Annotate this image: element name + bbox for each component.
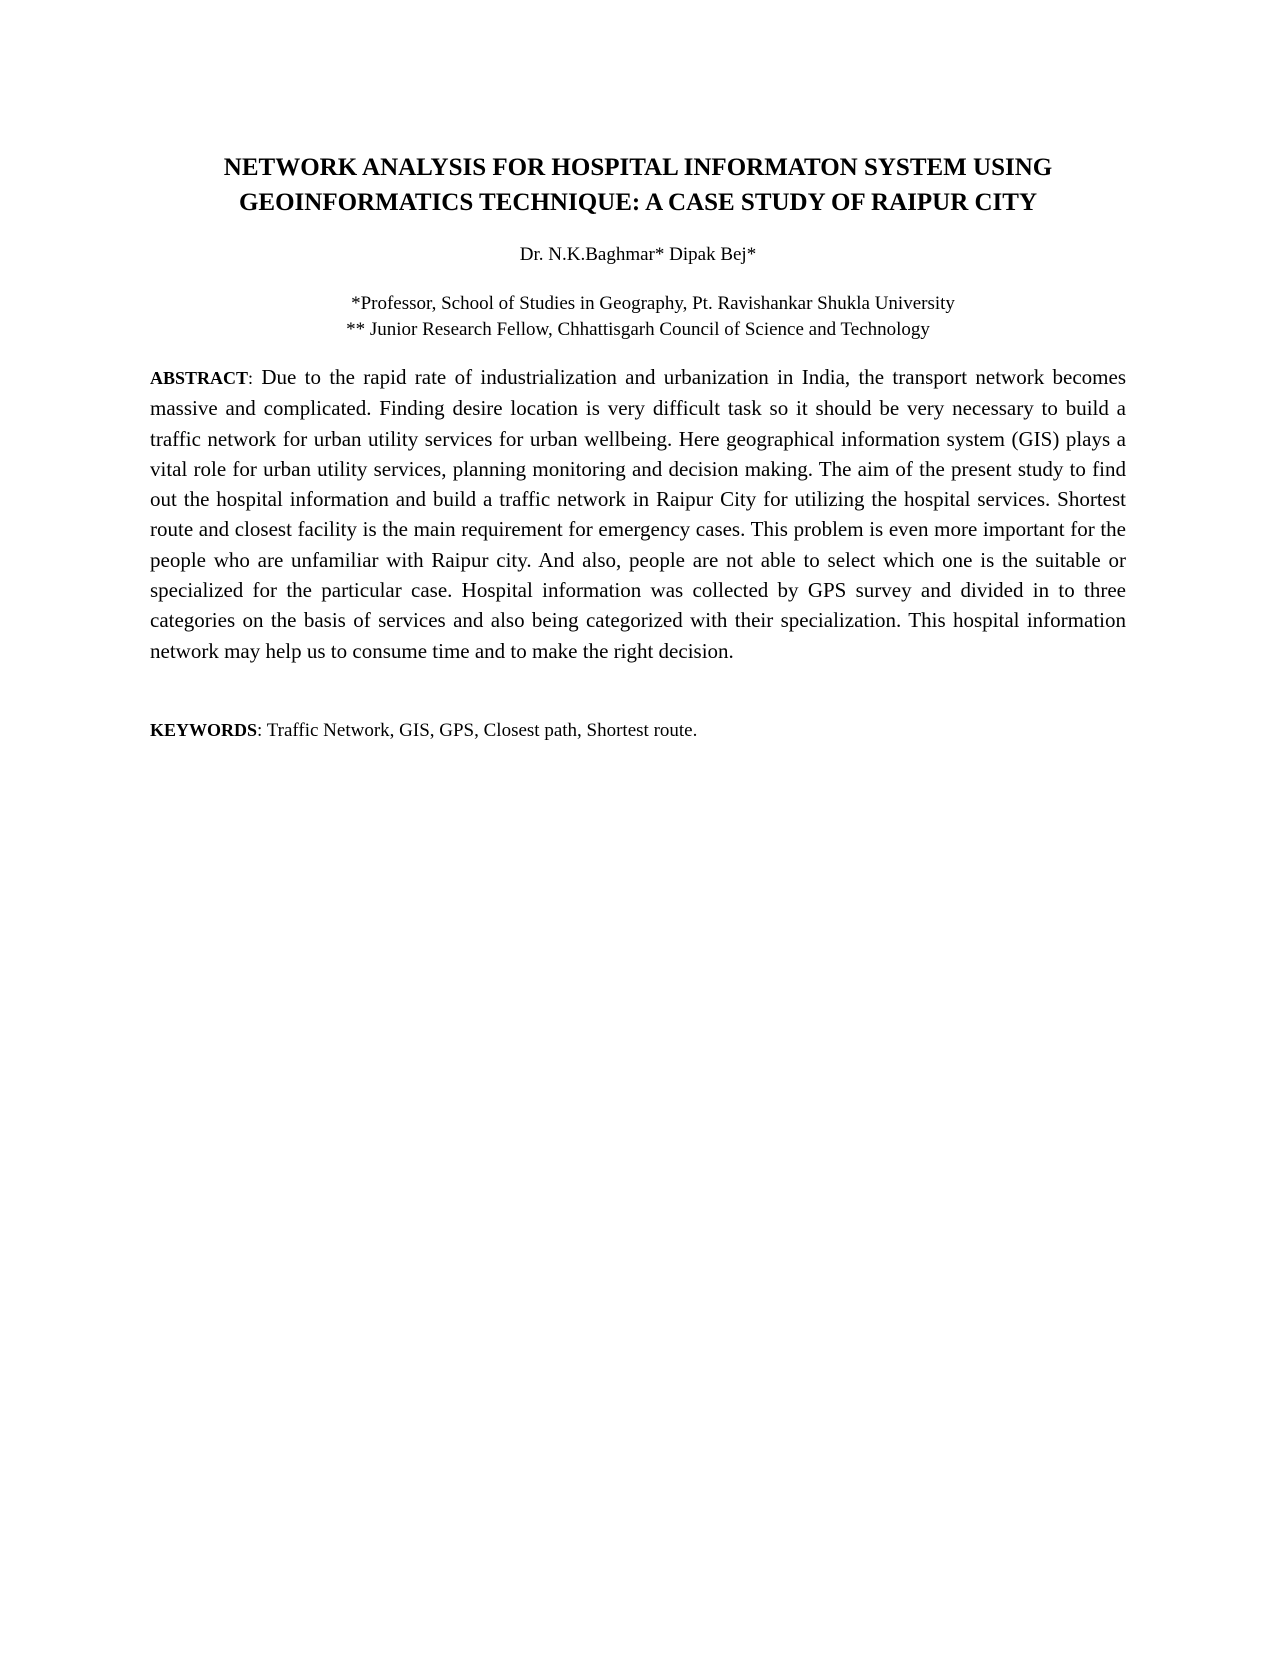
abstract-text: Due to the rapid rate of industrialization and urbanization in India, the transport network becomes massive and complicated. Finding desire location is very difficult task so it should be very necessary to build a traffic network for urban utility services for urban wellbeing. Here geographical information system (GIS) plays a vital role for urban utility services, planning monitoring and decision making. The aim of the present study to find out the hospital information and build a traffic network in Raipur City for utilizing the hospital services. Shortest route and closest facility is the main requirement for emergency cases. This problem is even more important for the people who are unfamiliar with Raipur city. And also, people are not able to select which one is the suitable or specialized for the particular case. Hospital information was collected by GPS survey and divided in to three categories on the basis of services and also being categorized with their specialization. This hospital information network may help us to consume time and to make the right decision. bbox=[150, 365, 1127, 663]
abstract-label: ABSTRACT bbox=[150, 368, 249, 388]
abstract-paragraph bbox=[150, 362, 1126, 666]
keywords-label: KEYWORDS bbox=[150, 720, 258, 740]
keywords-line bbox=[150, 717, 1126, 744]
paper-title bbox=[150, 150, 1126, 220]
affiliation-professor: *Professor, School of Studies in Geography, Pt. Ravishankar Shukla University bbox=[351, 293, 955, 314]
paper-title-line-1: NETWORK ANALYSIS FOR HOSPITAL INFORMATON SYSTEM USING bbox=[223, 154, 1053, 181]
paper-affiliations bbox=[150, 291, 1126, 343]
paper-authors: Dr. N.K.Baghmar* Dipak Bej* bbox=[519, 244, 757, 265]
paper-title-line-2: GEOINFORMATICS TECHNIQUE: A CASE STUDY OF RAIPUR CITY bbox=[238, 189, 1038, 216]
abstract-separator: : bbox=[248, 368, 254, 388]
affiliation-research-fellow: ** Junior Research Fellow, Chhattisgarh Council of Science and Technology bbox=[346, 319, 930, 340]
keywords-text: : Traffic Network, GIS, GPS, Closest path, Shortest route. bbox=[257, 720, 698, 741]
